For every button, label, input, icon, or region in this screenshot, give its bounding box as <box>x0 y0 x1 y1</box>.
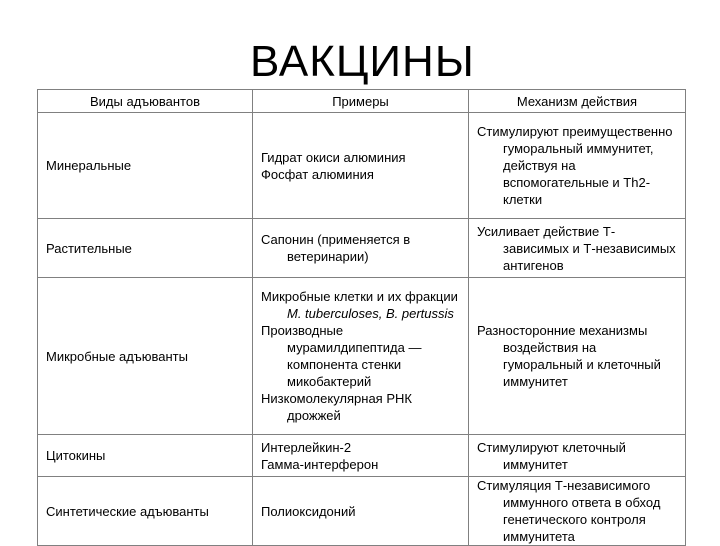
row-examples <box>253 278 469 435</box>
example-line: Полиоксидоний <box>261 503 356 519</box>
mechanism-text: Усиливает действие Т-зависимых и Т-независимых антигенов <box>477 223 676 273</box>
mechanism-text: Стимулируют клеточный иммунитет <box>477 439 626 472</box>
row-kind: Цитокины <box>38 435 253 477</box>
example-line: Гамма-интерферон <box>261 456 379 472</box>
row-mechanism <box>469 435 686 477</box>
row-mechanism <box>469 113 686 219</box>
row-examples <box>253 219 469 278</box>
row-examples <box>253 477 469 546</box>
row-mechanism <box>469 278 686 435</box>
mechanism-text: Стимулируют преимущественно гуморальный иммунитет, действуя на вспомогательные и Th2-клетки <box>477 124 673 207</box>
example-line: Гидрат окиси алюминия <box>261 149 406 165</box>
adjuvants-table <box>37 89 686 546</box>
row-kind: Минеральные <box>38 113 253 219</box>
example-line: Низкомолекулярная РНК дрожжей <box>261 391 412 423</box>
mechanism-text: Разносторонние механизмы воздействия на гуморальный и клеточный иммунитет <box>477 323 661 389</box>
table-row <box>38 435 686 477</box>
example-line: Интерлейкин-2 <box>261 439 352 455</box>
bacteria-names: M. tuberculoses, B. pertussis <box>287 306 454 321</box>
header-examples: Примеры <box>253 90 469 113</box>
table-row <box>38 477 686 546</box>
example-line: Производные мурамилдипептида — компонента стенки микобактерий <box>261 323 422 389</box>
slide-title: ВАКЦИНЫ <box>250 37 475 86</box>
table-row <box>38 219 686 278</box>
row-kind: Синтетические адъюванты <box>38 477 253 546</box>
example-line: Фосфат алюминия <box>261 166 374 182</box>
mechanism-text: Стимуляция Т-независимого иммунного ответа в обход генетического контроля иммунитета <box>477 478 661 544</box>
header-kind: Виды адъювантов <box>38 90 253 113</box>
example-text: Микробные клетки и их фракции <box>261 289 458 304</box>
row-mechanism <box>469 219 686 278</box>
example-line: Сапонин (применяется в ветеринарии) <box>261 232 411 264</box>
table-row <box>38 113 686 219</box>
row-kind: Микробные адъюванты <box>38 278 253 435</box>
row-mechanism <box>469 477 686 546</box>
header-mechanism: Механизм действия <box>469 90 686 113</box>
table-header-row <box>38 90 686 113</box>
row-examples <box>253 435 469 477</box>
table-row <box>38 278 686 435</box>
row-examples <box>253 113 469 219</box>
example-line <box>261 288 460 322</box>
row-kind: Растительные <box>38 219 253 278</box>
